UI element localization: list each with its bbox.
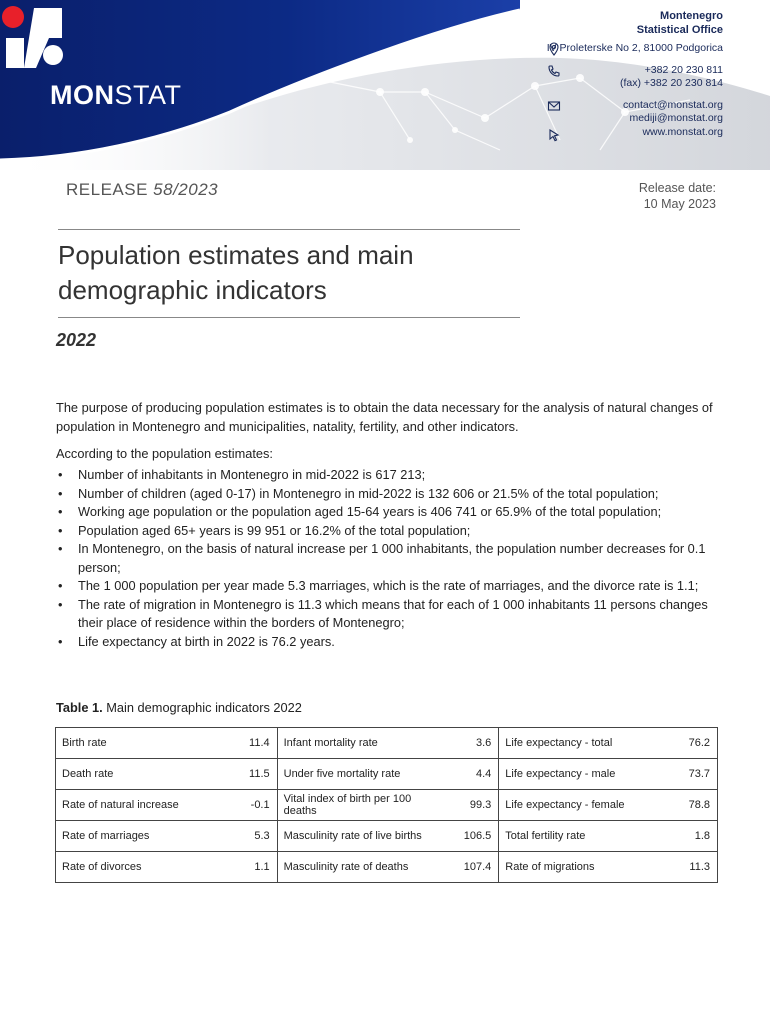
indicator-value: 1.8 [653,821,718,852]
email-link-media[interactable]: mediji@monstat.org [629,112,723,124]
table-row [56,728,718,759]
indicators-table [55,727,718,883]
list-item: • Life expectancy at birth in 2022 is 76.2 years. [56,633,724,652]
header-banner [0,0,770,170]
website-row [547,126,723,140]
release-date-label: Release date: [638,181,716,195]
indicator-value: 78.8 [653,790,718,821]
indicator-value: 11.3 [653,852,718,883]
list-item: • Number of inhabitants in Montenegro in mid-2022 is 617 213; [56,466,724,485]
indicator-label: Under five mortality rate [277,759,429,790]
phone-row [547,64,723,78]
fax-text: (fax) +382 20 230 814 [619,77,723,89]
mail-icon [547,99,561,113]
release-date [639,180,716,212]
indicator-label: Total fertility rate [499,821,653,852]
indicator-label: Birth rate [56,728,216,759]
indicator-label: Infant mortality rate [277,728,429,759]
email-row [547,99,723,113]
release-word: RELEASE [66,180,148,199]
cursor-icon [547,128,561,142]
according-line: According to the population estimates: [56,446,273,461]
table-row [56,852,718,883]
list-item: • The 1 000 population per year made 5.3 marriages, which is the rate of marriages, and the divorce rate is 1.1; [56,577,724,596]
indicator-label: Death rate [56,759,216,790]
indicator-value: 106.5 [429,821,499,852]
indicator-label: Life expectancy - male [499,759,653,790]
indicator-label: Masculinity rate of live births [277,821,429,852]
brand-wordmark [50,80,182,111]
indicator-value: -0.1 [215,790,277,821]
indicator-value: 99.3 [429,790,499,821]
list-item: • Population aged 65+ years is 99 951 or 16.2% of the total population; [56,522,724,541]
release-label [66,180,218,200]
email-link-contact[interactable]: contact@monstat.org [623,98,723,111]
address-row [547,42,723,56]
indicator-label: Vital index of birth per 100 deaths [277,790,429,821]
divider-bottom [58,317,520,318]
indicator-label: Life expectancy - female [499,790,653,821]
indicator-label: Rate of divorces [56,852,216,883]
phone-text: +382 20 230 811 [644,63,723,76]
table-row [56,759,718,790]
table-row [56,790,718,821]
list-item: • Working age population or the population aged 15-64 years is 406 741 or 65.9% of the total population; [56,503,724,522]
divider-top [58,229,520,230]
release-number: 58/2023 [153,180,219,199]
indicator-value: 11.5 [215,759,277,790]
table-caption [56,700,302,715]
table-caption-text: Main demographic indicators 2022 [102,700,302,715]
contact-block [547,9,723,139]
brand-main: MON [50,80,115,110]
table-row [56,821,718,852]
indicator-label: Rate of migrations [499,852,653,883]
indicator-value: 1.1 [215,852,277,883]
org-name-line1: Montenegro [660,10,723,22]
indicator-value: 73.7 [653,759,718,790]
indicator-value: 3.6 [429,728,499,759]
page-title: Population estimates and main demographic indicators [58,240,414,305]
release-date-value: 10 May 2023 [643,197,716,211]
indicator-value: 5.3 [215,821,277,852]
address-text: IV Proleterske No 2, 81000 Podgorica [546,42,723,54]
indicator-label: Rate of marriages [56,821,216,852]
indicator-value: 11.4 [215,728,277,759]
indicator-label: Life expectancy - total [499,728,653,759]
org-name-line2: Statistical Office [636,24,723,36]
list-item: • Number of children (aged 0-17) in Montenegro in mid-2022 is 132 606 or 21.5% of the total population; [56,485,724,504]
reference-year: 2022 [56,330,97,350]
list-item: • The rate of migration in Montenegro is 11.3 which means that for each of 1 000 inhabitants 11 persons changes their place of residence within the borders of Montenegro; [56,596,724,633]
intro-paragraph: The purpose of producing population estimates is to obtain the data necessary for the analysis of natural changes of population in Montenegro and municipalities, natality, fertility, and other indicators. [56,400,713,434]
list-item: • In Montenegro, on the basis of natural increase per 1 000 inhabitants, the population number decreases for 0.1 person; [56,540,724,577]
indicator-label: Rate of natural increase [56,790,216,821]
brand-rest: STAT [114,80,182,110]
indicator-label: Masculinity rate of deaths [277,852,429,883]
indicator-value: 76.2 [653,728,718,759]
findings-list [56,466,724,651]
indicator-value: 4.4 [429,759,499,790]
phone-icon [547,64,561,78]
website-link[interactable]: www.monstat.org [642,125,723,138]
table-caption-label: Table 1. [56,700,103,715]
location-icon [547,42,561,56]
indicator-value: 107.4 [429,852,499,883]
